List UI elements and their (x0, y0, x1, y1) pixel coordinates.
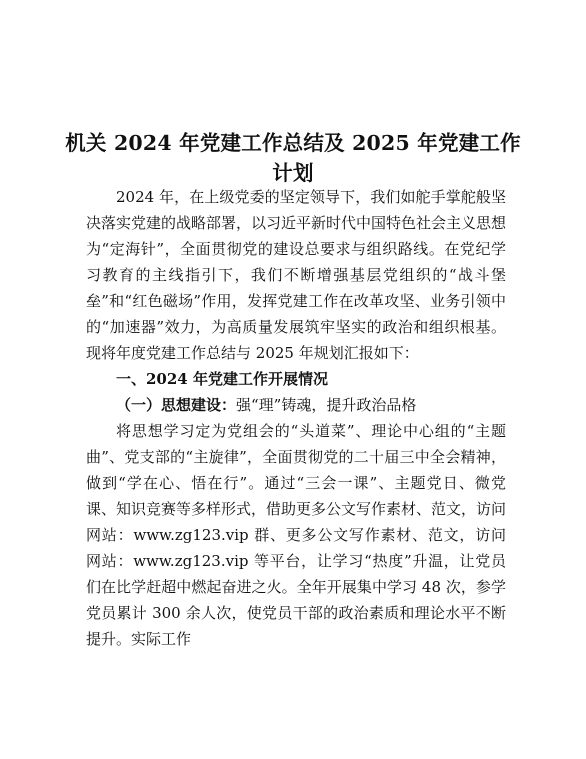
section-heading: 一、2024 年党建工作开展情况 (116, 370, 328, 388)
document-body (86, 184, 506, 652)
subsection-heading (86, 392, 506, 418)
subsection-label: （一）思想建设： (116, 396, 237, 414)
body-paragraph: 将思想学习定为党组会的“头道菜”、理论中心组的“主题曲”、党支部的“主旋律”，全面贯彻党的二十届三中全会精神，做到“学在心、悟在行”。通过“三会一课”、主题党日、微党课、知识竞赛等多样形式，借助更多公文写作素材、范文，访问网站：www.zg123.vip 群、更多公文写作素材、范文，访问网站：www.zg123.vip 等平台，让学习“热度”升温，让党员们在比学赶超中燃起奋进之火。全年开展集中学习 48 次，参学党员累计 300 余人次，使党员干部的政治素质和理论水平不断提升。实际工作 (86, 422, 507, 648)
intro-paragraph: 2024 年，在上级党委的坚定领导下，我们如舵手掌舵般坚决落实党建的战略部署，以习近平新时代中国特色社会主义思想为“定海针”，全面贯彻党的建设总要求与组织路线。在党纪学习教育的主线指引下，我们不断增强基层党组织的“战斗堡垒”和“红色磁场”作用，发挥党建工作在改革攻坚、业务引领中的“加速器”效力，为高质量发展筑牢坚实的政治和组织根基。现将年度党建工作总结与 2025 年规划汇报如下： (86, 188, 507, 362)
subsection-text: 强“理”铸魂，提升政治品格 (236, 396, 417, 414)
document-title: 机关 2024 年党建工作总结及 2025 年党建工作计划 (65, 131, 521, 185)
